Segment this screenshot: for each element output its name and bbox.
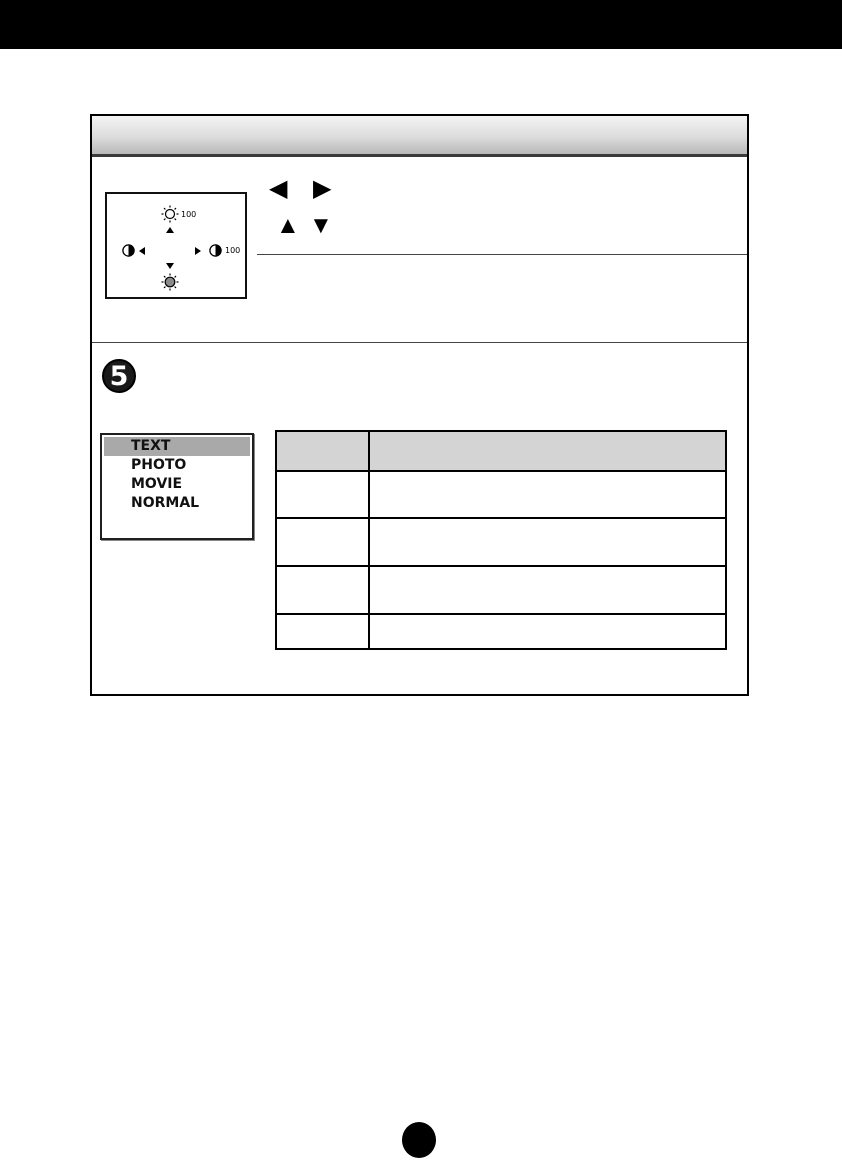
left-arrow-key: ◀ [269,175,288,202]
top-black-bar [0,0,842,49]
brightness-value: 100 [181,210,197,219]
page-number-badge [402,1122,436,1158]
contrast-icon [122,244,135,257]
brightness-contrast-osd [105,192,247,299]
arrow-right-icon [195,247,201,255]
contrast-icon [209,244,222,257]
sun-outline-icon [161,205,179,223]
table-column-divider [368,432,370,648]
mode-item-text[interactable]: TEXT [104,437,250,456]
settings-panel [90,114,749,696]
table-row-divider [277,470,725,472]
picture-mode-menu [100,433,254,540]
up-arrow-key: ▲ [276,212,300,239]
sun-filled-icon [161,273,179,291]
arrow-left-icon [139,247,145,255]
mode-item-photo[interactable]: PHOTO [131,457,187,473]
section-divider [92,342,747,343]
step-number-badge: 5 [102,359,136,393]
right-arrow-key: ▶ [313,175,332,202]
divider-line [257,254,747,255]
panel-header-bar [92,116,747,157]
mode-item-movie[interactable]: MOVIE [131,476,183,492]
table-row-divider [277,517,725,519]
arrow-down-icon [166,263,174,269]
mode-item-normal[interactable]: NORMAL [131,495,200,511]
table-row-divider [277,565,725,567]
mode-description-table [275,430,727,650]
contrast-value: 100 [225,246,241,255]
arrow-up-icon [166,227,174,233]
table-header-row [277,432,725,470]
table-row-divider [277,613,725,615]
down-arrow-key: ▼ [309,212,333,239]
